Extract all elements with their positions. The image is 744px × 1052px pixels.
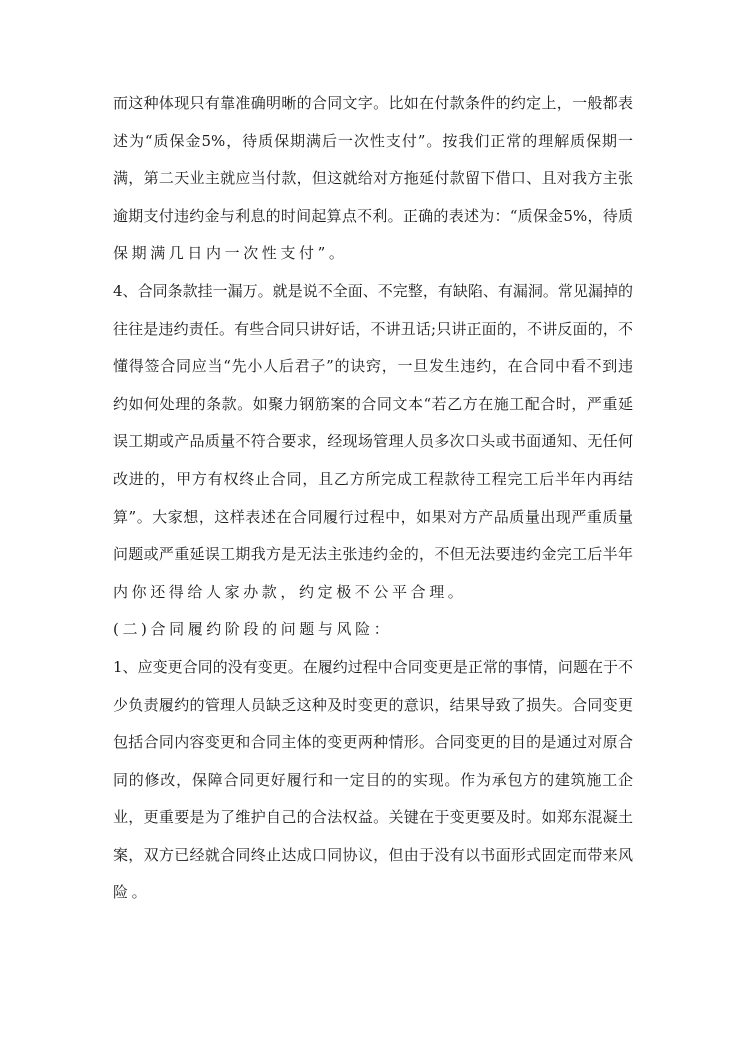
text-line: 问题或严重延误工期我方是无法主张违约金的，不但无法要违约金完工后半年 [113, 545, 633, 564]
text-line: 往往是违约责任。有些合同只讲好话，不讲丑话;只讲正面的，不讲反面的，不 [113, 319, 633, 338]
text-line: (二)合同履约阶段的问题与风险： [113, 620, 393, 639]
text-line: 同的修改，保障合同更好履行和一定目的的实现。作为承包方的建筑施工企 [113, 770, 633, 789]
text-line: 业，更重要是为了维护自己的合法权益。关键在于变更要及时。如郑东混凝土 [113, 808, 633, 827]
text-line: 懂得签合同应当“先小人后君子”的诀窍，一旦发生违约，在合同中看不到违 [113, 357, 633, 376]
text-line: 约如何处理的条款。如聚力钢筋案的合同文本“若乙方在施工配合时，严重延 [113, 394, 633, 413]
paragraph [113, 616, 633, 654]
paragraph [113, 90, 633, 278]
text-line: 内你还得给人家办款，约定极不公平合理。 [113, 582, 467, 601]
text-line: 1、应变更合同的没有变更。在履约过程中合同变更是正常的事情，问题在于不 [113, 657, 633, 676]
text-line: 少负责履约的管理人员缺乏这种及时变更的意识，结果导致了损失。合同变更 [113, 695, 633, 714]
text-line: 算”。大家想，这样表述在合同履行过程中，如果对方产品质量出现严重质量 [113, 507, 633, 526]
text-line: 案，双方已经就合同终止达成口同协议，但由于没有以书面形式固定而带来风 [113, 845, 633, 864]
document-page [113, 90, 633, 917]
text-line: 保期满几日内一次性支付”。 [113, 244, 348, 263]
text-line: 满，第二天业主就应当付款，但这就给对方拖延付款留下借口、且对我方主张 [113, 169, 633, 188]
text-line: 险。 [113, 883, 151, 902]
text-line: 述为“质保金5%，待质保期满后一次性支付”。按我们正常的理解质保期一 [113, 131, 633, 150]
text-line: 改进的，甲方有权终止合同，且乙方所完成工程款待工程完工后半年内再结 [113, 469, 633, 488]
paragraph [113, 278, 633, 616]
text-line: 逾期支付违约金与利息的时间起算点不利。正确的表述为：“质保金5%，待质 [113, 206, 633, 225]
text-line: 误工期或产品质量不符合要求，经现场管理人员多次口头或书面通知、无任何 [113, 432, 633, 451]
text-line: 而这种体现只有靠准确明晰的合同文字。比如在付款条件的约定上，一般都表 [113, 94, 633, 112]
paragraph [113, 654, 633, 917]
text-line: 包括合同内容变更和合同主体的变更两种情形。合同变更的目的是通过对原合 [113, 733, 633, 752]
text-line: 4、合同条款挂一漏万。就是说不全面、不完整，有缺陷、有漏洞。常见漏掉的 [113, 281, 633, 300]
